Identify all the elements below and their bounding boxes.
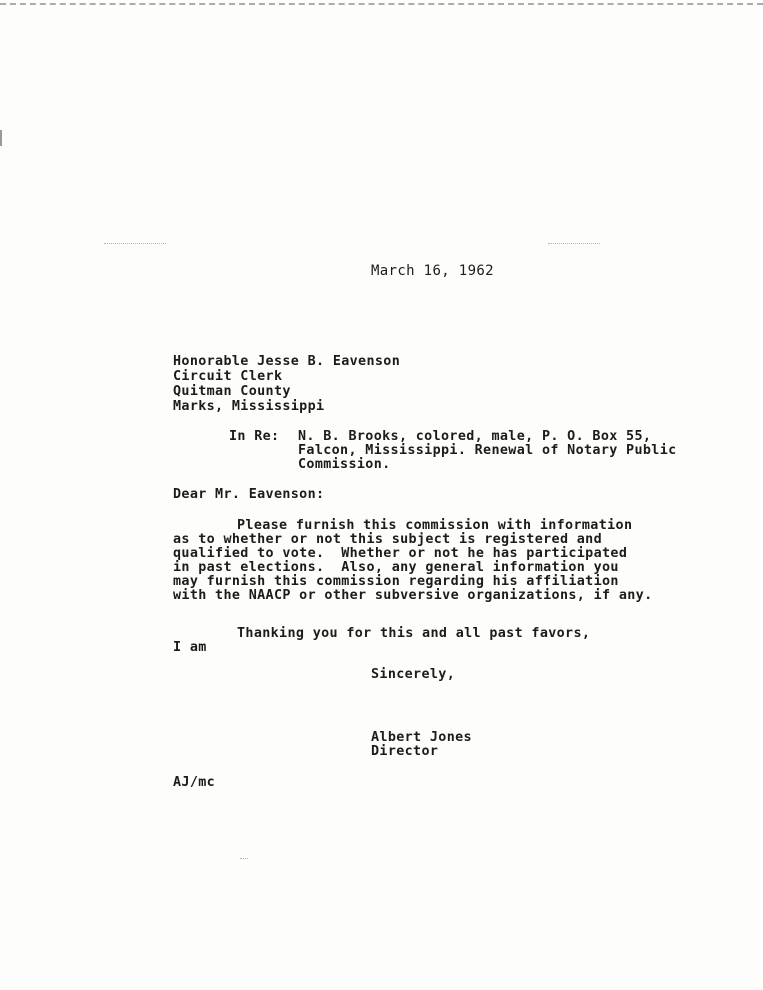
body-line: Please furnish this commission with information [237,518,633,533]
body-line: as to whether or not this subject is registered and [173,532,603,547]
page-top-edge [0,3,763,5]
recipient-title: Circuit Clerk [173,369,283,384]
i-am-line: I am [173,640,207,655]
re-label: In Re: [229,429,280,444]
thanks-line: Thanking you for this and all past favors, [237,626,591,641]
re-line: N. B. Brooks, colored, male, P. O. Box 55, [298,429,652,444]
scan-speck [240,858,248,860]
typist-initials: AJ/mc [173,775,216,790]
signer-title: Director [371,744,439,759]
margin-mark [0,130,2,146]
re-line: Commission. [298,457,391,472]
re-line: Falcon, Mississippi. Renewal of Notary Public [298,443,677,458]
body-line: may furnish this commission regarding his affiliation [173,574,619,589]
body-line: with the NAACP or other subversive organizations, if any. [173,588,653,603]
letter-date: March 16, 1962 [371,263,494,279]
body-line: in past elections. Also, any general information you [173,560,619,575]
scan-speck [548,243,600,245]
scan-speck [104,243,166,245]
recipient-name: Honorable Jesse B. Eavenson [173,354,401,369]
salutation: Dear Mr. Eavenson: [173,487,325,502]
complimentary-close: Sincerely, [371,667,456,682]
recipient-county: Quitman County [173,384,291,399]
body-line: qualified to vote. Whether or not he has participated [173,546,628,561]
recipient-city: Marks, Mississippi [173,399,325,414]
signer-name: Albert Jones [371,730,472,745]
